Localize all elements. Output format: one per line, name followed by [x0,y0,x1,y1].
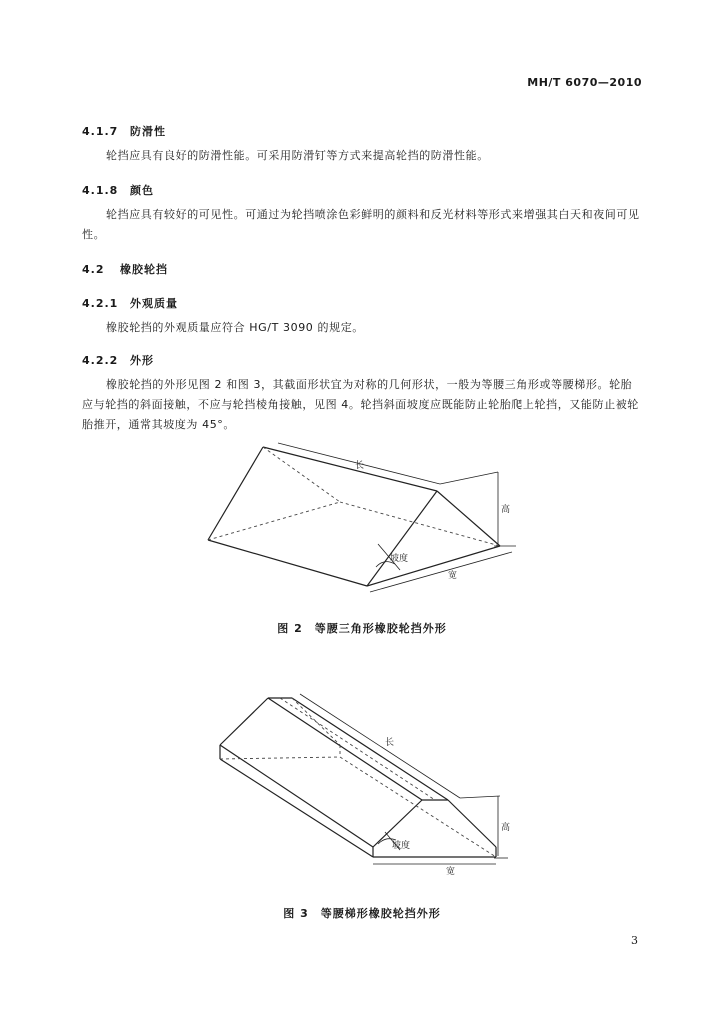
section-heading-4-1-8 [82,182,154,198]
section-title: 防滑性 [130,125,166,138]
figure-3-trapezoid-chock-diagram [210,690,520,890]
figure-3-caption [0,905,724,921]
front-left-base-edge [220,759,373,857]
back-left-slope-edge [208,447,263,540]
top-ridge-edge [263,447,437,491]
front-left-base-edge [208,540,367,586]
top-right-ridge-edge [292,698,448,800]
section-heading-4-2-1 [82,295,178,311]
dimension-lines [300,694,511,864]
prism-hidden-edges [220,698,496,857]
back-left-slope-edge [220,698,268,745]
figure-number: 图 3 [283,907,309,920]
front-rear-slope-edge [448,800,496,847]
front-slope-edge [367,491,437,586]
page-number: 3 [631,934,638,947]
paragraph-color: 轮挡应具有较好的可见性。可通过为轮挡喷涂色彩鲜明的颜料和反光材料等形式来增强其白天和夜间可见性。 [82,208,640,241]
dimension-label-width: 宽 [446,867,456,877]
section-title: 外观质量 [130,297,178,310]
section-title: 橡胶轮挡 [120,263,168,276]
figure-title: 等腰三角形橡胶轮挡外形 [314,622,447,635]
dimension-label-slope: 坡度 [392,841,411,851]
paragraph-anti-slip: 轮挡应具有良好的防滑性能。可采用防滑钉等方式来提高轮挡的防滑性能。 [106,149,489,162]
dimension-label-length: 长 [355,461,365,471]
section-title: 颜色 [130,184,154,197]
standard-number: MH/T 6070—2010 [527,76,642,89]
dimension-label-length: 长 [385,738,395,748]
section-number: 4.1.8 [82,184,119,197]
figure-2-triangle-chock-diagram [200,440,530,600]
section-number: 4.2.1 [82,297,119,310]
section-number: 4.2.2 [82,354,119,367]
section-number: 4.1.7 [82,125,119,138]
dimension-label-height: 高 [501,823,511,833]
dimension-label-slope: 坡度 [390,554,409,564]
figure-number: 图 2 [277,622,303,635]
dimension-label-width: 宽 [448,571,458,581]
section-title: 外形 [130,354,154,367]
figure-title: 等腰梯形橡胶轮挡外形 [320,907,441,920]
prism-solid-edges [220,698,496,857]
top-left-ridge-edge [268,698,422,800]
front-base-edge [367,546,500,586]
figure-2-caption [0,620,724,636]
section-heading-4-2-2 [82,352,154,368]
section-heading-4-2 [82,261,168,277]
section-heading-4-1-7 [82,123,166,139]
paragraph-shape: 橡胶轮挡的外形见图 2 和图 3，其截面形状宜为对称的几何形状，一般为等腰三角形或等腰梯形。轮胎应与轮挡的斜面接触，不应与轮挡棱角接触，见图 4。轮挡斜面坡度应既能防止轮胎爬上轮挡，又能防止被轮胎推开，通常其坡度为 45°。 [82,378,639,431]
dimension-lines [278,443,516,592]
front-left-upper-edge [220,745,373,847]
paragraph-appearance: 橡胶轮挡的外观质量应符合 HG/T 3090 的规定。 [106,321,364,334]
prism-solid-edges [208,447,500,586]
section-number: 4.2 [82,263,105,276]
front-slope-edge [373,800,422,847]
dimension-label-height: 高 [501,505,511,515]
